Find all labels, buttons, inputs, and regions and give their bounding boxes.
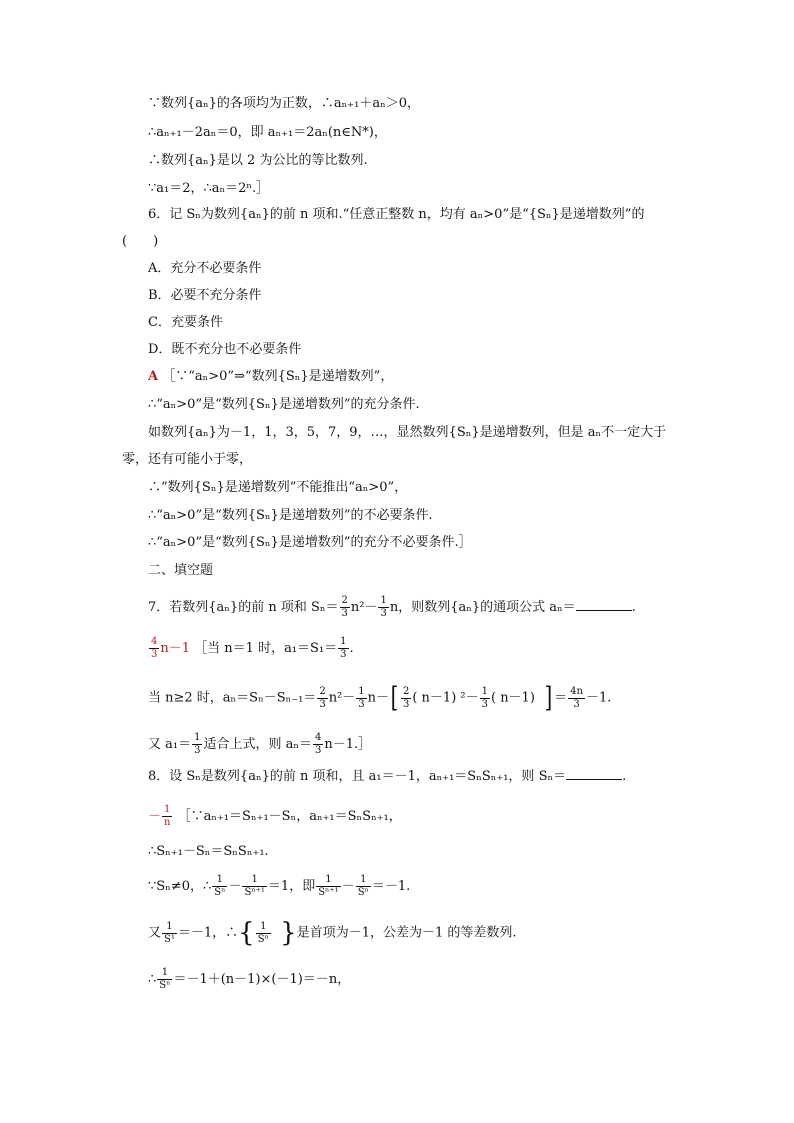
q7-tail: . (631, 600, 636, 615)
fraction: $\frac{1}{\text{S¹}}$ (164, 920, 175, 945)
solution-text: ＝－1. (371, 879, 411, 894)
solution-text: ＝1，即 (267, 879, 316, 894)
solution-6-line: ∴“aₙ>0”是“数列{Sₙ}是递增数列”的充分条件. (148, 397, 420, 412)
solution-text: － (341, 879, 355, 894)
solution-6-line (148, 368, 393, 386)
solution-6-line: ∴“数列{Sₙ}是递增数列”不能推出“aₙ>0”， (148, 480, 408, 495)
answer-blank[interactable] (566, 767, 622, 780)
solution-7-line (148, 681, 612, 714)
answer-bracket: ( ) (122, 234, 159, 249)
solution-text: ( n－1) (490, 690, 535, 706)
fraction: $\frac{1}{\text{Sⁿ⁺¹}}$ (318, 874, 339, 898)
period: . (349, 641, 354, 656)
q8-tail: . (622, 769, 627, 784)
solution-text: ［当 n＝1 时，a₁＝S₁＝ (194, 641, 338, 656)
q8-lead: 8．设 Sₙ是数列{aₙ}的前 n 项和，且 a₁＝－1，aₙ₊₁＝SₙSₙ₊₁，则 Sₙ＝ (148, 769, 567, 784)
fraction: $\frac{1}{3}$ (481, 685, 488, 710)
solution-text: ∴ (148, 972, 157, 987)
solution-8-line: ∴Sₙ₊₁－Sₙ＝SₙSₙ₊₁. (148, 844, 269, 859)
fraction: $\frac{1}{n}$ (164, 804, 171, 828)
solution-text: ∵Sₙ≠0，∴ (148, 879, 212, 894)
text-line: ∴aₙ₊₁－2aₙ＝0，即 aₙ₊₁＝2aₙ(n∈N*)， (148, 125, 387, 140)
q7-mid: n²－ (350, 600, 378, 615)
fraction: $\frac{2}{3}$ (341, 595, 348, 619)
solution-6-line: ∴“aₙ>0”是“数列{Sₙ}是递增数列”的充分不必要条件.］ (148, 535, 472, 550)
solution-8-line (148, 874, 410, 899)
question-7 (148, 595, 636, 620)
solution-text: 又 a₁＝ (148, 737, 192, 752)
solution-text: n²－ (328, 690, 356, 706)
solution-text: n－ (367, 690, 390, 706)
solution-text: ＝ (554, 690, 568, 706)
answer-8: － $\frac{1}{n}$ (148, 804, 171, 828)
text-line: ∵a₁＝2，∴aₙ＝2ⁿ.］ (148, 181, 270, 196)
solution-text: ＝－1＋(n－1)×(－1)＝－n， (173, 972, 351, 987)
solution-text: 当 n≥2 时，aₙ＝Sₙ－Sₙ₋₁＝ (148, 690, 317, 706)
fraction: $\frac{1}{3}$ (340, 636, 347, 660)
section-heading: 二、填空题 (148, 563, 214, 578)
solution-text: ＝－1，∴ (177, 925, 239, 941)
fraction: $\frac{1}{\text{Sⁿ}}$ (159, 967, 171, 991)
answer-blank[interactable] (576, 598, 632, 611)
option-a: A．充分不必要条件 (148, 261, 262, 276)
solution-text: 是首项为－1，公差为－1 的等差数列. (296, 925, 517, 941)
fraction: $\frac{1}{\text{Sⁿ}}$ (257, 920, 269, 945)
solution-6-line: 如数列{aₙ}为－1，1，3，5，7，9，…，显然数列{Sₙ}是递增数列，但是 aₙ不一定大于 (148, 425, 667, 440)
solution-text: ［∵“aₙ>0”⇒“数列{Sₙ}是递增数列”， (162, 369, 394, 384)
left-bracket: [ (390, 681, 399, 714)
solution-text: n－1.］ (324, 737, 372, 752)
answer-7-line (148, 636, 354, 661)
fraction: $\frac{1}{3}$ (358, 685, 365, 710)
text-line: ∵数列{aₙ}的各项均为正数，∴aₙ₊₁＋aₙ＞0， (148, 96, 421, 111)
answer-7: $\frac{4}{3}$ n－1 (151, 636, 191, 660)
solution-6-line: ∴“aₙ>0”是“数列{Sₙ}是递增数列”的不必要条件. (148, 508, 433, 523)
question-6: 6．记 Sₙ为数列{aₙ}的前 n 项和.“任意正整数 n，均有 aₙ>0”是“{Sₙ}是递增数列”的 (148, 207, 645, 222)
q7-mid: n，则数列{aₙ}的通项公式 aₙ＝ (389, 600, 576, 615)
solution-7-line (148, 732, 371, 757)
solution-text: 适合上式，则 aₙ＝ (203, 737, 312, 752)
solution-text: ( n－1) ²－ (412, 690, 479, 706)
fraction: $\frac{1}{3}$ (380, 595, 387, 619)
solution-8-line (148, 967, 350, 992)
solution-6-line: 零，还有可能小于零， (122, 452, 253, 467)
fraction: $\frac{1}{3}$ (194, 732, 201, 756)
fraction: $\frac{1}{\text{Sⁿ}}$ (357, 874, 369, 898)
option-c: C．充要条件 (148, 315, 223, 330)
option-d: D．既不充分也不必要条件 (148, 342, 302, 357)
fraction: $\frac{2}{3}$ (402, 685, 410, 710)
right-brace: } (280, 918, 297, 948)
q7-lead: 7．若数列{aₙ}的前 n 项和 Sₙ＝ (148, 600, 339, 615)
fraction: $\frac{1}{\text{Sⁿ}}$ (214, 874, 226, 898)
answer-6: A (148, 369, 159, 384)
right-bracket: ] (544, 681, 553, 714)
fraction: $\frac{2}{3}$ (319, 685, 326, 710)
solution-8-line (148, 920, 517, 946)
fraction: $\frac{1}{\text{Sⁿ⁺¹}}$ (244, 874, 265, 898)
fraction: $\frac{4}{3}$ (151, 636, 158, 660)
answer-8-line (148, 804, 402, 829)
solution-text: 又 (148, 925, 162, 941)
fraction: $\frac{4n}{3}$ (570, 685, 583, 710)
left-brace: { (238, 918, 255, 948)
fraction: $\frac{4}{3}$ (315, 732, 322, 756)
question-8 (148, 767, 626, 786)
option-b: B．必要不充分条件 (148, 288, 262, 303)
text-line: ∴数列{aₙ}是以 2 为公比的等比数列. (148, 153, 368, 168)
solution-text: －1. (585, 690, 612, 706)
solution-text: － (228, 879, 242, 894)
solution-text: ［∵aₙ₊₁＝Sₙ₊₁－Sₙ，aₙ₊₁＝SₙSₙ₊₁， (177, 809, 402, 824)
